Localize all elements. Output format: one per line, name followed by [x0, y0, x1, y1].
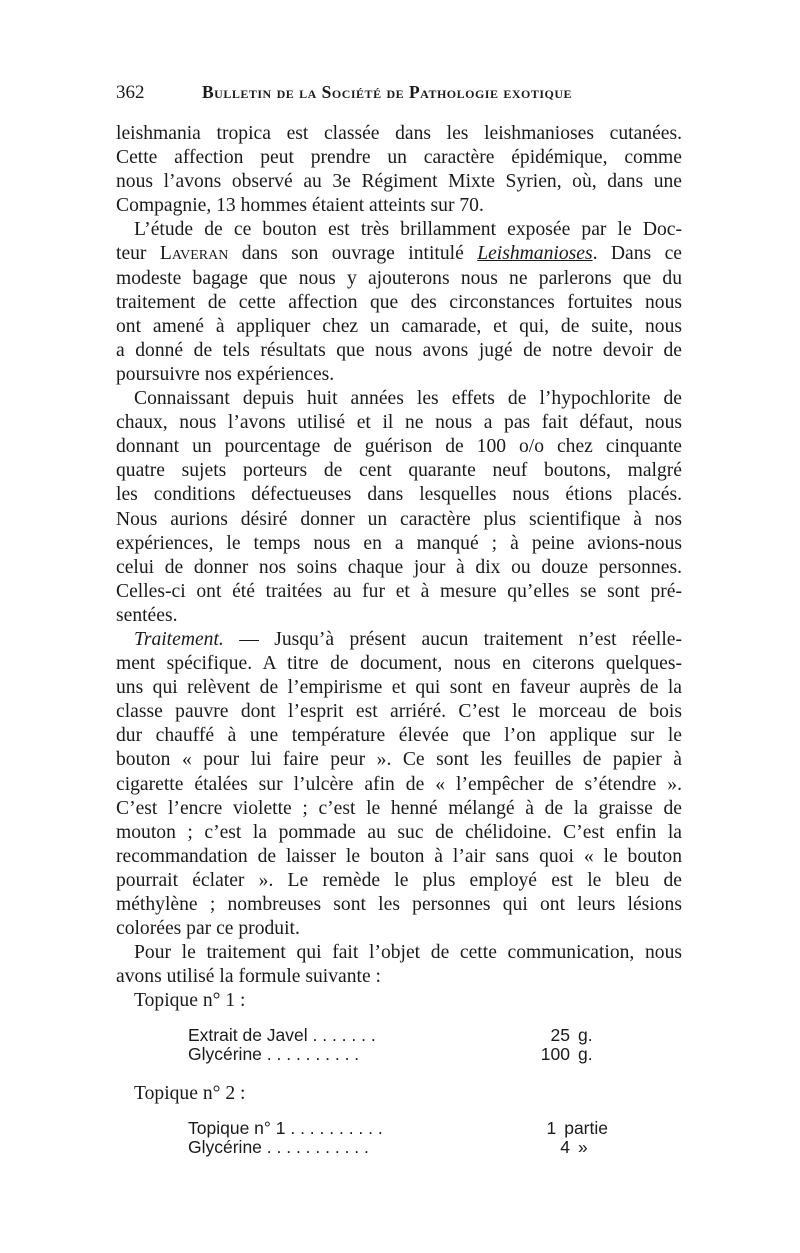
text-line: ont amené à appliquer chez un camarade, et qui, de suite, nous — [116, 315, 682, 337]
author-name: Laveran — [159, 243, 229, 265]
text-line: C’est l’encre violette ; c’est le henné mélangé à de la graisse de — [116, 797, 682, 819]
text-line: modeste bagage que nous y ajouterons nous ne parlerons que du — [116, 267, 682, 289]
recipe-topique-2 — [188, 1119, 608, 1157]
text-line: poursuivre nos expériences. — [116, 363, 335, 385]
text-line: dur chauffé à une température élevée que l’on applique sur le — [116, 725, 682, 747]
text-fragment: dans son ouvrage intitulé — [228, 243, 478, 265]
recipe-row — [188, 1138, 608, 1157]
text-line: Compagnie, 13 hommes étaient atteints sur 70. — [116, 195, 484, 217]
text-line: Pour le traitement qui fait l’objet de cette communication, nous — [134, 942, 682, 964]
text-line: méthylène ; nombreuses sont les personnes qui ont leurs lésions — [116, 894, 682, 915]
text-line: mouton ; c’est la pommade au suc de chélidoine. C’est enfin la — [116, 821, 682, 843]
text-line: celui de donner nos soins chaque jour à dix ou douze personnes. — [116, 556, 682, 578]
book-title: Leishmanioses — [477, 243, 593, 265]
text-line: uns qui relèvent de l’empirisme et qui sont en faveur auprès de la — [116, 677, 682, 699]
paragraph-2 — [116, 218, 682, 387]
paragraph-1 — [116, 122, 682, 218]
running-head — [116, 80, 682, 106]
text-line: Celles-ci ont été traitées au fur et à mesure qu’elles se sont pré- — [116, 580, 682, 602]
paragraph-3 — [116, 387, 682, 628]
text-line: recommandation de laisser le bouton à l’air sans quoi « le bouton — [116, 845, 682, 867]
text-line: Connaissant depuis huit années les effets de l’hypochlorite de — [134, 388, 682, 410]
text-line: colorées par ce produit. — [116, 918, 300, 940]
text-line: traitement de cette affection que des circonstances fortuites nous — [116, 291, 682, 313]
section-heading: Traitement. — [134, 628, 224, 650]
ingredient-unit: partie — [564, 1118, 608, 1139]
text-line: avons utilisé la formule suivante : — [116, 966, 382, 988]
ingredient-quantity: 4 — [560, 1137, 570, 1158]
text-line: a donné de tels résultats que nous avons jugé de notre devoir de — [116, 339, 682, 361]
text-fragment: teur — [116, 243, 160, 265]
ingredient-name: Extrait de Javel . . . . . . . — [188, 1026, 376, 1046]
text-line: expériences, le temps nous en a manqué ; à peine avions-nous — [116, 532, 682, 554]
recipe-row — [188, 1026, 608, 1045]
recipe-topique-1 — [188, 1026, 608, 1064]
text-line: classe pauvre dont l’esprit est arriéré. C’est le morceau de bois — [116, 701, 682, 723]
ingredient-quantity: 25 — [550, 1025, 570, 1046]
ingredient-quantity: 100 — [540, 1044, 570, 1065]
text-line: sentées. — [116, 604, 178, 626]
paragraph-5 — [116, 941, 682, 989]
ingredient-name: Glycérine . . . . . . . . . . — [188, 1045, 360, 1065]
paragraph-4 — [116, 628, 682, 941]
ingredient-quantity: 1 — [546, 1118, 557, 1139]
document-page — [116, 80, 682, 1157]
ingredient-unit: g. — [578, 1025, 593, 1046]
topique-1-heading: Topique n° 1 : — [134, 990, 246, 1012]
ingredient-name: Glycérine . . . . . . . . . . . — [188, 1138, 369, 1158]
recipe-row — [188, 1119, 608, 1138]
ingredient-unit: g. — [578, 1044, 593, 1065]
ingredient-name: Topique n° 1 . . . . . . . . . . — [188, 1119, 383, 1139]
topique-2-heading: Topique n° 2 : — [134, 1083, 246, 1105]
text-line: L’étude de ce bouton est très brillamment exposée par le Doc- — [134, 219, 682, 241]
text-line: nous l’avons observé au 3e Régiment Mixte Syrien, où, dans une — [116, 171, 682, 193]
text-line: bouton « pour lui faire peur ». Ce sont les feuilles de papier à — [116, 749, 682, 771]
text-line-with-citation — [116, 242, 682, 266]
ingredient-unit: » — [578, 1137, 588, 1158]
text-line: donnant un pourcentage de guérison de 100 o/o chez cinquante — [116, 436, 682, 458]
text-fragment: . Dans ce — [592, 243, 682, 265]
recipe-row — [188, 1045, 608, 1064]
text-fragment: — Jusqu’à présent aucun traitement n’est réelle- — [223, 628, 682, 650]
text-line: quatre sujets porteurs de cent quarante neuf boutons, malgré — [116, 460, 682, 482]
text-line: Nous aurions désiré donner un caractère plus scientifique à nos — [116, 508, 682, 530]
text-line: leishmania tropica est classée dans les leishmanioses cutanées. — [116, 123, 682, 144]
text-line-with-heading — [116, 628, 682, 652]
text-line: cigarette étalées sur l’ulcère afin de « l’empêcher de s’étendre ». — [116, 773, 682, 795]
text-line: les conditions défectueuses dans lesquelles nous étions placés. — [116, 484, 682, 506]
text-line: chaux, nous l’avons utilisé et il ne nous a pas fait défaut, nous — [116, 412, 682, 434]
text-line: Cette affection peut prendre un caractère épidémique, comme — [116, 147, 682, 169]
journal-title: Bulletin de la Société de Pathologie exotique — [202, 82, 573, 102]
text-line: ment spécifique. A titre de document, nous en citerons quelques- — [116, 653, 682, 675]
page-number: 362 — [116, 82, 145, 103]
text-line: pourrait éclater ». Le remède le plus employé est le bleu de — [116, 869, 682, 891]
